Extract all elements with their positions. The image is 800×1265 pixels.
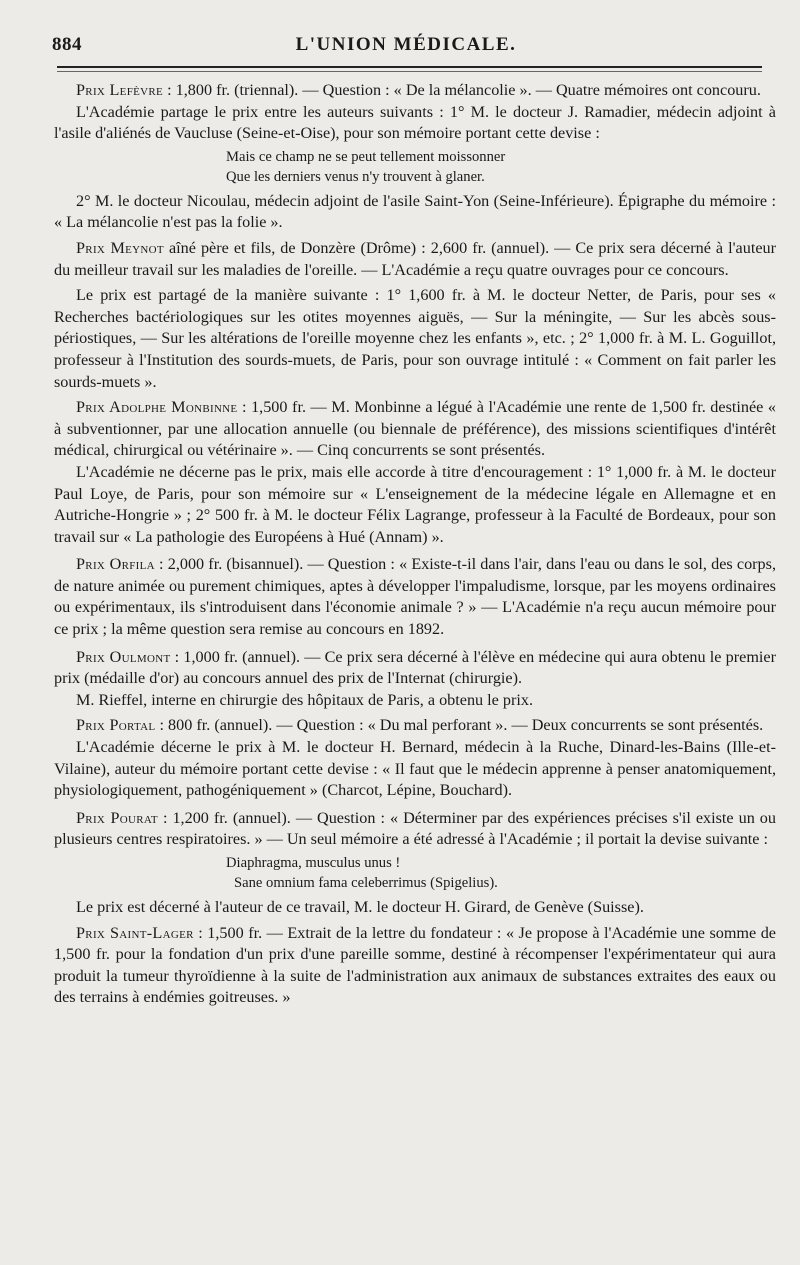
verse-quote <box>54 147 776 187</box>
prize-name: Prix Saint-Lager <box>76 923 194 942</box>
paragraph-text: : 1,000 fr. (annuel). — Ce prix sera décerné à l'élève en médecine qui aura obtenu le premier prix (médaille d'or) au concours annuel des prix de l'Internat (chirurgie). <box>54 647 776 688</box>
paragraph-text: : 2,000 fr. (bisannuel). — Question : « Existe-t-il dans l'air, dans l'eau ou dans le sol, des corps, de nature animée ou purement chimiques, aptes à développer l'impaludisme, lorsque, par les moyens ordinaires ou expérimentaux, ils s'introduisent dans l'économie animale ? » — L'Académie n'a reçu aucun mémoire pour ce prix ; la même question sera remise au concours en 1892. <box>54 555 776 639</box>
verse-line: Mais ce champ ne se peut tellement moissonner <box>226 148 506 165</box>
header-rule-thin <box>57 71 762 72</box>
paragraph-text: : 1,500 fr. — Extrait de la lettre du fondateur : « Je propose à l'Académie une somme de 1,500 fr. pour la fondation d'un prix d'une pareille somme, destiné à récompenser l'expérimentateur qui aura produit la tumeur thyroïdienne à la suite de l'administration aux animaux de substances extraites des eaux ou des terrains à endémies goitreuses. » <box>54 923 776 1007</box>
verse-line: Diaphragma, musculus unus ! <box>226 855 401 871</box>
journal-title: L'UNION MÉDICALE. <box>295 34 517 55</box>
paragraph-lefevre-award: L'Académie partage le prix entre les auteurs suivants : 1° M. le docteur J. Ramadier, médecin adjoint à l'asile d'aliénés de Vaucluse (Seine-et-Oise), pour son mémoire portant cette devise : <box>54 102 776 143</box>
paragraph-prix-oulmont <box>54 647 776 690</box>
prize-name: Prix Pourat <box>76 808 158 827</box>
paragraph-text: : 1,800 fr. (triennal). — Question : « De la mélancolie ». — Quatre mémoires ont concouru. <box>163 81 761 99</box>
paragraph-prix-orfila <box>54 554 776 640</box>
paragraph-monbinne-award: L'Académie ne décerne pas le prix, mais elle accorde à titre d'encouragement : 1° 1,000 fr. à M. le docteur Paul Loye, de Paris, pour son mémoire sur « L'enseignement de la médecine légale en Allemagne et en Autriche-Hongrie » ; 2° 500 fr. à M. le docteur Félix Lagrange, professeur à la Faculté de Bordeaux, pour son travail sur « La pathologie des Européens à Hué (Annam) ». <box>54 462 776 546</box>
verse-quote-latin <box>54 853 776 893</box>
running-header <box>52 30 760 60</box>
paragraph-text: : 800 fr. (annuel). — Question : « Du mal perforant ». — Deux concurrents se sont présentés. <box>155 716 764 735</box>
prize-name: Prix Meynot <box>76 238 164 257</box>
prize-name: Prix Adolphe Monbinne <box>76 398 238 417</box>
paragraph-prix-monbinne <box>54 397 776 462</box>
paragraph-prix-saint-lager <box>54 923 776 1009</box>
paragraph-prix-meynot <box>54 238 776 281</box>
paragraph-prix-portal <box>54 715 776 737</box>
verse-line: Sane omnium fama celeberrimus (Spigelius). <box>234 875 498 891</box>
prize-name: Prix Oulmont <box>76 647 171 666</box>
paragraph-oulmont-award: M. Rieffel, interne en chirurgie des hôpitaux de Paris, a obtenu le prix. <box>76 690 534 709</box>
paragraph-portal-award: L'Académie décerne le prix à M. le docteur H. Bernard, médecin à la Ruche, Dinard-les-Bains (Ille-et-Vilaine), auteur du mémoire portant cette devise : « Il faut que le médecin apprenne à penser anatomiquement, physiologiquement, pathogéniquement » (Charcot, Lépine, Bouchard). <box>54 738 776 800</box>
paragraph-prix-lefevre <box>54 80 776 102</box>
verse-line: Que les derniers venus n'y trouvent à glaner. <box>226 168 485 185</box>
prize-name: Prix Portal <box>76 716 156 735</box>
paragraph-text: : 1,500 fr. — M. Monbinne a légué à l'Académie une rente de 1,500 fr. destinée « à subventionner, par une allocation annuelle (ou biennale de préférence), des missions scientifiques d'intérêt médical, chirurgical ou vétérinaire ». — Cinq concurrents se sont présentés. <box>54 398 776 460</box>
paragraph-meynot-award: Le prix est partagé de la manière suivante : 1° 1,600 fr. à M. le docteur Netter, de Paris, pour ses « Recherches bactériologiques sur les otites moyennes aiguës, — Sur la méningite, — Sur les abcès sous-périostiques, — Sur les altérations de l'oreille moyenne chez les enfants », etc. ; 2° 1,000 fr. à M. L. Goguillot, professeur à l'Institution des sourds-muets, de Paris, pour son ouvrage intitulé : « Comment on fait parler les sourds-muets ». <box>54 286 776 391</box>
paragraph-text: aîné père et fils, de Donzère (Drôme) : 2,600 fr. (annuel). — Ce prix sera décerné à l'auteur du meilleur travail sur les maladies de l'oreille. — L'Académie a reçu quatre ouvrages pour ce concours. <box>54 238 776 279</box>
header-rule <box>57 66 762 68</box>
paragraph-text: : 1,200 fr. (annuel). — Question : « Déterminer par des expériences précises s'il existe un ou plusieurs centres respiratoires. » — Un seul mémoire a été adressé à l'Académie ; il portait la devise suivante : <box>54 808 776 849</box>
page-number: 884 <box>52 34 82 55</box>
body-text <box>54 80 776 1009</box>
prize-name: Prix Lefèvre <box>76 81 164 99</box>
paragraph-pourat-award: Le prix est décerné à l'auteur de ce travail, M. le docteur H. Girard, de Genève (Suisse). <box>76 898 644 916</box>
paragraph-lefevre-second: 2° M. le docteur Nicoulau, médecin adjoint de l'asile Saint-Yon (Seine-Inférieure). Épigraphe du mémoire : « La mélancolie n'est pas la folie ». <box>54 191 776 232</box>
prize-name: Prix Orfila <box>76 555 155 574</box>
paragraph-prix-pourat <box>54 808 776 851</box>
